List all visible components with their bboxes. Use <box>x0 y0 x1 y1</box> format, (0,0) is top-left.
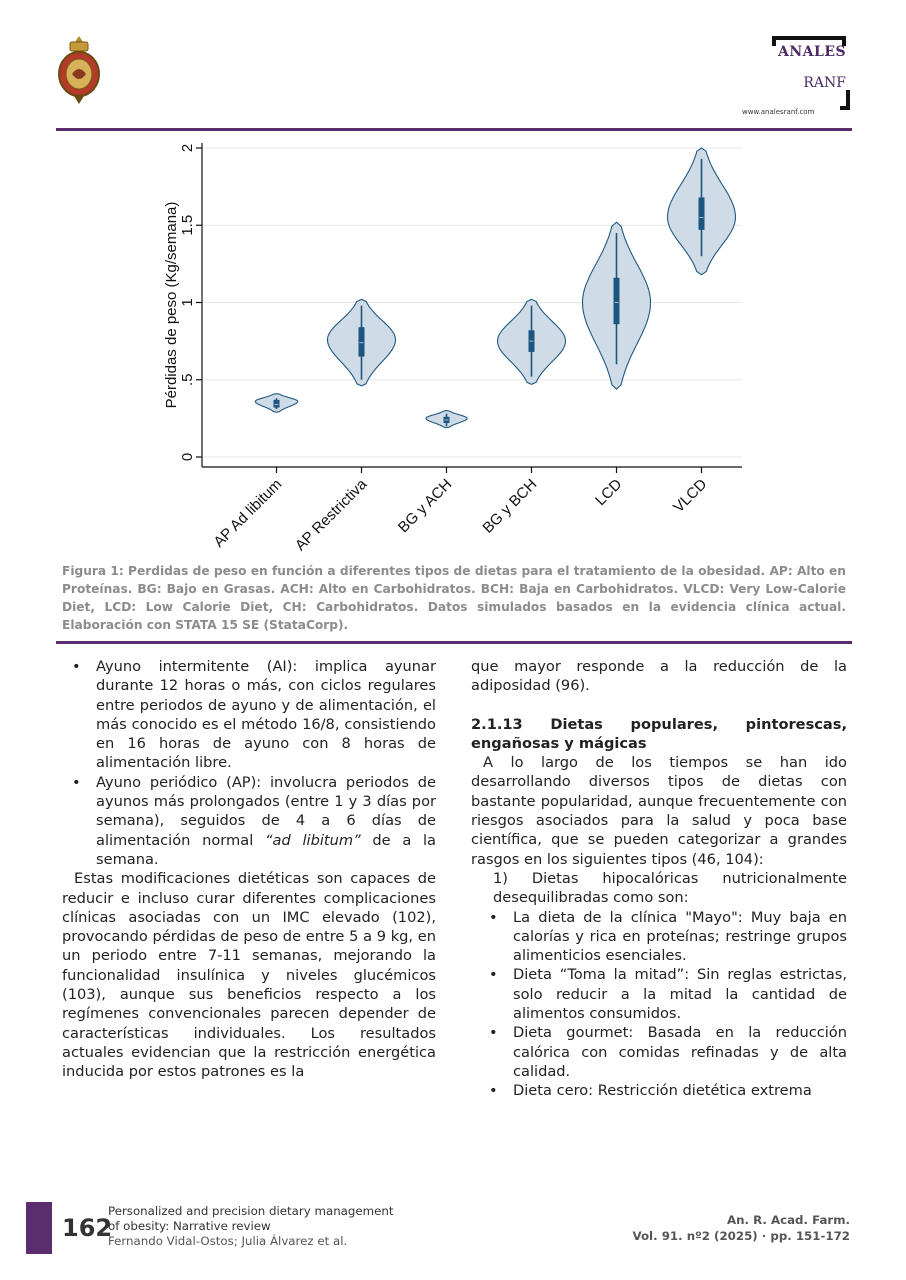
list-item <box>471 965 847 1023</box>
x-tick-label: AP Ad libitum <box>210 475 286 551</box>
caption-divider <box>56 641 852 644</box>
footer-authors: Fernando Vidal-Ostos; Julia Álvarez et al. <box>108 1234 348 1248</box>
list-item-text: Ayuno intermitente (AI): implica ayunar durante 12 horas o más, con ciclos regulares entre periodos de ayuno y de alimentación, el más conocido es el método 16/8, consistiendo en 16 horas de ayuno con 8 horas de alimentación libre. <box>96 658 436 772</box>
footer-article-info <box>108 1204 394 1249</box>
header-divider <box>56 128 852 131</box>
list-item <box>471 1081 847 1100</box>
footer-accent-bar <box>26 1202 52 1254</box>
list-item-text-end: de a la semana. <box>96 831 436 868</box>
list-item-emphasis: “ad libitum” <box>264 831 361 849</box>
y-tick-label: .5 <box>178 373 196 387</box>
bullet-icon: • <box>72 658 81 675</box>
logo-anales-text: ANALES <box>778 44 847 60</box>
footer-journal-info <box>632 1212 850 1244</box>
section-heading: 2.1.13 Dietas populares, pintorescas, engañosas y mágicas <box>471 715 847 752</box>
logo-ranf-text: RANF <box>803 75 846 91</box>
body-paragraph: A lo largo de los tiempos se han ido desarrollando diversos tipos de dietas con bastante popularidad, aunque frecuentemente con riesgos asociados para la salud y poca base científica, que se pueden categorizar a grandes rasgos en los siguientes tipos (46, 104): <box>471 754 847 868</box>
bullet-icon: • <box>489 908 498 926</box>
y-tick-label: 0 <box>178 452 196 462</box>
list-item <box>471 1023 847 1081</box>
violin-iqr-box <box>699 197 705 229</box>
footer-journal-volume: Vol. 91. nº2 (2025) · pp. 151-172 <box>632 1229 850 1243</box>
bullet-icon: • <box>72 773 81 791</box>
right-column <box>471 657 847 1101</box>
x-tick-label: VLCD <box>670 475 711 517</box>
left-column <box>62 657 436 1082</box>
y-tick-label: 2 <box>178 143 196 153</box>
list-item <box>62 773 436 869</box>
violin-iqr-box <box>359 327 365 356</box>
footer-article-title-line1: Personalized and precision dietary management <box>108 1204 394 1218</box>
list-item-text: Dieta cero: Restricción dietética extrema <box>513 1082 812 1100</box>
journal-url[interactable]: www.analesranf.com <box>742 108 815 116</box>
academy-crest-logo <box>54 34 104 106</box>
body-paragraph: Estas modificaciones dietéticas son capaces de reducir e incluso curar diferentes complicaciones clínicas asociadas con un IMC elevado (102), provocando pérdidas de peso de entre 5 a 9 kg, en un periodo entre 7-11 semanas, mejorando la funcionalidad insulínica y niveles glucémicos (103), aunque sus beneficios respecto a los regímenes convencionales parecen depender de características individuales. Los resultados actuales evidencian que la restricción energética inducida por estos patrones es la <box>62 870 436 1081</box>
figure-caption: Figura 1: Perdidas de peso en función a diferentes tipos de dietas para el tratamiento de la obesidad. AP: Alto en Proteínas. BG: Bajo en Grasas. ACH: Alto en Carbohidratos. BCH: Baja en Carbohidratos. VLCD: Very Low-Calorie Diet, LCD: Low Calorie Diet, CH: Carbohidratos. Datos simulados basados en la evidencia clínica actual. Elaboración con STATA 15 SE (StataCorp). <box>62 564 846 632</box>
x-tick-label: BG y BCH <box>479 475 541 537</box>
page-number: 162 <box>62 1214 113 1242</box>
y-axis-title: Pérdidas de peso (Kg/semana) <box>163 201 180 409</box>
footer-article-title-line2: of obesity: Narrative review <box>108 1219 271 1233</box>
list-item <box>62 657 436 773</box>
numbered-item: 1) Dietas hipocalóricas nutricionalmente desequilibradas como son: <box>493 869 847 907</box>
list-item <box>471 908 847 966</box>
bullet-icon: • <box>489 966 498 984</box>
violin-iqr-box <box>614 278 620 324</box>
journal-logo <box>742 36 854 118</box>
list-item-text: La dieta de la clínica "Mayo": Muy baja en calorías y rica en proteínas; restringe grupos alimenticios esenciales. <box>513 908 847 965</box>
bullet-icon: • <box>489 1024 498 1042</box>
y-tick-label: 1 <box>178 298 196 307</box>
footer-journal-name: An. R. Acad. Farm. <box>726 1213 850 1227</box>
chart-violins <box>255 148 735 428</box>
violin-chart-svg <box>150 135 760 555</box>
list-item-text: Ayuno periódico (AP): involucra periodos de ayunos más prolongados (entre 1 y 3 días por semana), seguidos de 4 a 6 días de alimentación normal <box>96 773 436 849</box>
bullet-icon: • <box>489 1082 498 1100</box>
y-tick-label: 1.5 <box>178 214 196 236</box>
body-paragraph-continuation: que mayor responde a la reducción de la adiposidad (96). <box>471 658 847 695</box>
x-tick-label: LCD <box>592 475 626 510</box>
x-tick-label: BG y ACH <box>394 475 456 537</box>
list-item-text: Dieta “Toma la mitad”: Sin reglas estrictas, solo reducir a la mitad la cantidad de alimentos consumidos. <box>513 966 847 1023</box>
violin-iqr-box <box>274 400 280 408</box>
violin-chart <box>150 135 760 559</box>
logo-frame-bottom <box>840 90 850 110</box>
list-item-text: Dieta gourmet: Basada en la reducción calórica con comidas refinadas y de alta calidad. <box>513 1024 847 1080</box>
chart-gridlines <box>202 148 742 457</box>
x-tick-label: AP Restrictiva <box>291 475 371 555</box>
